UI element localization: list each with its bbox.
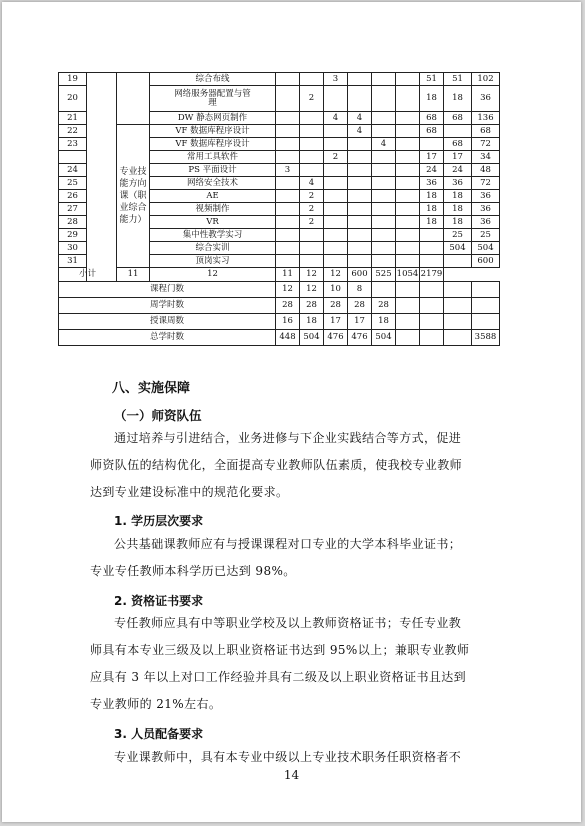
intro-line: 师资队伍的结构优化，全面提高专业教师队伍素质，使我校专业教师 <box>90 458 463 472</box>
row-number: 22 <box>59 125 87 138</box>
cell-value <box>276 73 300 86</box>
summary-value: 28 <box>276 298 300 314</box>
summary-value <box>472 298 500 314</box>
cell-value <box>348 164 372 177</box>
subtotal-value: 12 <box>150 268 276 282</box>
summary-value <box>372 282 396 298</box>
cell-value: 4 <box>348 125 372 138</box>
cell-value: 68 <box>472 125 500 138</box>
heading-staffing: 3. 人员配备要求 <box>114 727 204 741</box>
cell-value <box>324 216 348 229</box>
subtotal-label: 小计 <box>59 268 117 282</box>
cell-value: 504 <box>444 242 472 255</box>
table-row <box>59 73 500 86</box>
cell-value: 36 <box>472 86 500 112</box>
cell-value <box>348 255 372 268</box>
intro-line: 达到专业建设标准中的规范化要求。 <box>90 485 289 499</box>
course-name: VR <box>150 216 276 229</box>
cell-value <box>324 255 348 268</box>
row-number: 30 <box>59 242 87 255</box>
paragraph-line: 专业课教师中，具有本专业中级以上专业技术职务任职资格者不 <box>114 750 462 764</box>
row-number: 25 <box>59 177 87 190</box>
course-schedule-table <box>58 72 500 346</box>
cell-value <box>396 255 420 268</box>
cell-value <box>276 242 300 255</box>
subtotal-value: 12 <box>324 268 348 282</box>
cell-value <box>372 125 396 138</box>
cell-value: 24 <box>444 164 472 177</box>
summary-value <box>472 314 500 330</box>
cell-value: 51 <box>420 73 444 86</box>
cell-value: 68 <box>420 125 444 138</box>
summary-value: 504 <box>372 330 396 346</box>
cell-value <box>348 177 372 190</box>
subtotal-value: 1054 <box>396 268 420 282</box>
cell-value <box>372 255 396 268</box>
cell-value: 24 <box>420 164 444 177</box>
cell-value: 68 <box>444 138 472 151</box>
row-number: 21 <box>59 112 87 125</box>
cell-value <box>396 203 420 216</box>
cell-value: 4 <box>372 138 396 151</box>
cell-value <box>348 151 372 164</box>
cell-value: 25 <box>444 229 472 242</box>
summary-value <box>444 314 472 330</box>
document-page <box>2 2 581 822</box>
cell-value <box>372 112 396 125</box>
cell-value <box>324 86 348 112</box>
cell-value <box>348 73 372 86</box>
cell-value <box>396 242 420 255</box>
cell-value: 504 <box>472 242 500 255</box>
paragraph-line: 专业专任教师本科学历已达到 98%。 <box>90 564 296 578</box>
cell-value: 2 <box>300 203 324 216</box>
cell-value <box>396 164 420 177</box>
course-area-label: 专业技能方向课（职业综合能力） <box>117 125 150 268</box>
row-number: 29 <box>59 229 87 242</box>
cell-value <box>300 255 324 268</box>
cell-value <box>324 242 348 255</box>
cell-value: 18 <box>444 190 472 203</box>
cell-value: 72 <box>472 138 500 151</box>
heading-education: 1. 学历层次要求 <box>114 514 204 528</box>
cell-value: 68 <box>444 112 472 125</box>
row-number: 31 <box>59 255 87 268</box>
course-name: 综合实训 <box>150 242 276 255</box>
cell-value <box>348 86 372 112</box>
cell-value <box>324 138 348 151</box>
cell-value <box>420 229 444 242</box>
cell-value <box>276 203 300 216</box>
summary-value <box>396 282 420 298</box>
summary-value: 8 <box>348 282 372 298</box>
cell-value <box>276 229 300 242</box>
summary-value: 18 <box>300 314 324 330</box>
cell-value <box>348 190 372 203</box>
cell-value <box>348 203 372 216</box>
cell-value <box>324 164 348 177</box>
summary-value: 504 <box>300 330 324 346</box>
subtotal-value: 11 <box>276 268 300 282</box>
course-name: 综合布线 <box>150 73 276 86</box>
heading-certificates: 2. 资格证书要求 <box>114 594 204 608</box>
summary-value <box>472 282 500 298</box>
cell-value: 48 <box>472 164 500 177</box>
cell-value <box>372 151 396 164</box>
course-name: 视频制作 <box>150 203 276 216</box>
cell-value <box>276 255 300 268</box>
summary-value: 17 <box>324 314 348 330</box>
summary-value <box>396 330 420 346</box>
cell-value <box>300 164 324 177</box>
course-name: PS 平面设计 <box>150 164 276 177</box>
cell-value: 34 <box>472 151 500 164</box>
summary-value: 476 <box>324 330 348 346</box>
paragraph-line: 师具有本专业三级及以上职业资格证书达到 95%以上；兼职专业教师 <box>90 643 470 657</box>
course-name: 顶岗实习 <box>150 255 276 268</box>
cell-value: 25 <box>472 229 500 242</box>
cell-value <box>324 125 348 138</box>
paragraph-line: 应具有 3 年以上对口工作经验并具有二级及以上职业资格证书且达到 <box>90 670 467 684</box>
course-name: VF 数据库程序设计 <box>150 125 276 138</box>
row-number <box>59 151 87 164</box>
cell-value: 3 <box>276 164 300 177</box>
cell-value <box>276 125 300 138</box>
paragraph-line: 专任教师应具有中等职业学校及以上教师资格证书；专任专业教 <box>114 616 462 630</box>
cell-value <box>324 203 348 216</box>
summary-value <box>420 282 444 298</box>
cell-value: 102 <box>472 73 500 86</box>
subsection-heading: （一）师资队伍 <box>114 408 202 423</box>
summary-value: 18 <box>372 314 396 330</box>
cell-value: 3 <box>324 73 348 86</box>
intro-line: 通过培养与引进结合，业务进修与下企业实践结合等方式，促进 <box>114 431 462 445</box>
cell-value: 600 <box>472 255 500 268</box>
cell-value: 2 <box>300 190 324 203</box>
table-row <box>59 125 500 138</box>
staffing-paragraph <box>90 744 500 771</box>
summary-value <box>420 314 444 330</box>
cell-value <box>396 125 420 138</box>
summary-value <box>444 282 472 298</box>
course-name: 常用工具软件 <box>150 151 276 164</box>
summary-value: 16 <box>276 314 300 330</box>
summary-label: 总学时数 <box>59 330 276 346</box>
cell-value <box>372 190 396 203</box>
row-number: 28 <box>59 216 87 229</box>
cell-value <box>396 73 420 86</box>
cell-value: 136 <box>472 112 500 125</box>
cell-value: 36 <box>444 177 472 190</box>
cell-value <box>420 255 444 268</box>
summary-value: 28 <box>300 298 324 314</box>
cell-value <box>276 86 300 112</box>
course-name: 网络安全技术 <box>150 177 276 190</box>
summary-value: 12 <box>300 282 324 298</box>
cell-value <box>324 229 348 242</box>
cell-value: 36 <box>472 190 500 203</box>
cell-value <box>324 190 348 203</box>
cell-value <box>396 138 420 151</box>
cell-value: 4 <box>348 112 372 125</box>
subtotal-value: 12 <box>300 268 324 282</box>
summary-value: 28 <box>348 298 372 314</box>
cell-value <box>396 177 420 190</box>
course-name: AE <box>150 190 276 203</box>
cell-value <box>276 138 300 151</box>
summary-label: 周学时数 <box>59 298 276 314</box>
summary-row <box>59 314 500 330</box>
course-name: VF 数据库程序设计 <box>150 138 276 151</box>
cell-value <box>300 125 324 138</box>
summary-value <box>420 298 444 314</box>
cell-value <box>396 216 420 229</box>
cell-value <box>300 138 324 151</box>
cell-value: 36 <box>472 216 500 229</box>
intro-paragraph <box>90 425 500 506</box>
category-cell <box>87 73 117 282</box>
cell-value <box>372 73 396 86</box>
cell-value <box>276 112 300 125</box>
paragraph-line: 公共基础课教师应有与授课课程对口专业的大学本科毕业证书； <box>114 537 462 551</box>
subtotal-value: 2179 <box>420 268 444 282</box>
summary-value <box>396 298 420 314</box>
cell-value: 2 <box>300 86 324 112</box>
certificates-paragraph <box>90 610 500 718</box>
row-number: 26 <box>59 190 87 203</box>
section-heading: 八、实施保障 <box>112 381 191 396</box>
cell-value: 72 <box>472 177 500 190</box>
cell-value <box>420 138 444 151</box>
cell-value <box>372 164 396 177</box>
summary-value: 10 <box>324 282 348 298</box>
cell-value <box>396 112 420 125</box>
cell-value <box>372 216 396 229</box>
subtotal-value: 525 <box>372 268 396 282</box>
summary-value: 448 <box>276 330 300 346</box>
row-number: 24 <box>59 164 87 177</box>
summary-row <box>59 282 500 298</box>
cell-value: 51 <box>444 73 472 86</box>
summary-value <box>444 298 472 314</box>
cell-value <box>372 86 396 112</box>
summary-value: 476 <box>348 330 372 346</box>
row-number: 27 <box>59 203 87 216</box>
summary-row <box>59 330 500 346</box>
cell-value <box>348 229 372 242</box>
course-name: 网络服务器配置与管理 <box>150 86 276 112</box>
summary-label: 授课周数 <box>59 314 276 330</box>
cell-value <box>372 177 396 190</box>
cell-value: 17 <box>420 151 444 164</box>
cell-value <box>396 86 420 112</box>
row-number: 19 <box>59 73 87 86</box>
cell-value: 36 <box>472 203 500 216</box>
cell-value <box>300 151 324 164</box>
summary-row <box>59 298 500 314</box>
cell-value: 4 <box>324 112 348 125</box>
cell-value <box>420 242 444 255</box>
summary-value <box>396 314 420 330</box>
cell-value: 18 <box>420 203 444 216</box>
row-number: 20 <box>59 86 87 112</box>
cell-value: 18 <box>444 203 472 216</box>
cell-value <box>348 216 372 229</box>
cell-value <box>276 190 300 203</box>
cell-value: 18 <box>420 190 444 203</box>
cell-value <box>276 151 300 164</box>
cell-value <box>444 255 472 268</box>
cell-value: 2 <box>300 216 324 229</box>
summary-value: 12 <box>276 282 300 298</box>
subtotal-row <box>59 268 500 282</box>
course-name: DW 静态网页制作 <box>150 112 276 125</box>
course-name: 集中性教学实习 <box>150 229 276 242</box>
summary-value: 28 <box>324 298 348 314</box>
summary-value <box>444 330 472 346</box>
subtotal-value: 11 <box>117 268 150 282</box>
cell-value: 17 <box>444 151 472 164</box>
page-number: 14 <box>283 768 300 782</box>
cell-value <box>372 242 396 255</box>
cell-value <box>276 216 300 229</box>
summary-value: 3588 <box>472 330 500 346</box>
subtotal-value: 600 <box>348 268 372 282</box>
paragraph-line: 专业教师的 21%左右。 <box>90 697 222 711</box>
summary-label: 课程门数 <box>59 282 276 298</box>
cell-value: 18 <box>444 86 472 112</box>
cell-value <box>396 190 420 203</box>
cell-value: 4 <box>300 177 324 190</box>
cell-value: 18 <box>420 86 444 112</box>
summary-value: 28 <box>372 298 396 314</box>
cell-value <box>300 73 324 86</box>
summary-value <box>420 330 444 346</box>
summary-value: 17 <box>348 314 372 330</box>
cell-value <box>348 242 372 255</box>
cell-value <box>396 229 420 242</box>
cell-value <box>444 125 472 138</box>
cell-value: 36 <box>420 177 444 190</box>
cell-value <box>300 242 324 255</box>
row-number: 23 <box>59 138 87 151</box>
cell-value: 68 <box>420 112 444 125</box>
cell-value <box>396 151 420 164</box>
cell-value: 18 <box>444 216 472 229</box>
cell-value <box>276 177 300 190</box>
cell-value <box>372 203 396 216</box>
cell-value <box>300 229 324 242</box>
cell-value <box>348 138 372 151</box>
cell-value <box>300 112 324 125</box>
cell-value <box>324 177 348 190</box>
cell-value <box>372 229 396 242</box>
education-paragraph <box>90 531 500 585</box>
cell-value: 2 <box>324 151 348 164</box>
subcategory-cell <box>117 73 150 125</box>
cell-value: 18 <box>420 216 444 229</box>
